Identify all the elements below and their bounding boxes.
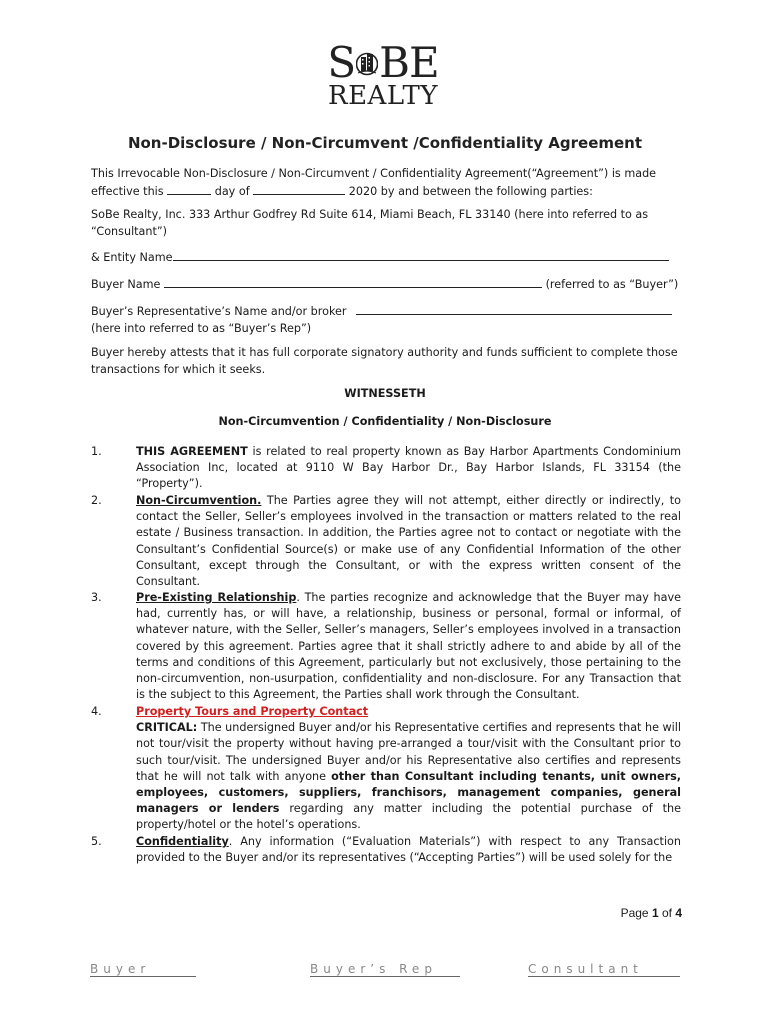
page-number: Page 1 of 4 [620, 906, 682, 920]
day-blank [167, 183, 211, 195]
clause-4: 4. Property Tours and Property Contact CRITICAL: The undersigned Buyer and/or his Representative certifies and represents that he will not tour/visit the property without having pre-arranged a tour/visit with the Consultant prior to such tour/visit. The undersigned Buyer and/or his Representative also certifies and represents that he will not talk with anyone other than Consultant including tenants, unit owners, employees, customers, suppliers, franchisors, management companies, general managers or lenders regarding any matter including the potential purchase of the property/hotel or the hotel’s operations. [91, 705, 682, 832]
logo-realty-text: REALTY [328, 81, 438, 111]
consultant-paragraph: SoBe Realty, Inc. 333 Arthur Godfrey Rd Suite 614, Miami Beach, FL 33140 (here into referred to as “Consultant”) [91, 208, 649, 238]
buyer-rep-signature-line [310, 976, 460, 977]
month-blank [253, 183, 345, 195]
building-icon [356, 49, 378, 79]
clause-3: 3. Pre-Existing Relationship. The parties recognize and acknowledge that the Buyer may have had, currently has, or will have, a relationship, business or personal, formal or informal, of whatever nature, with the Seller, Seller’s managers, Seller’s employees involved in a transaction covered by this agreement. Parties agree that it shall strictly adhere to and abide by all of the terms and conditions of this Agreement, particularly but not exclusively, those pertaining to the non-circumvention, non-usurpation, confidentiality and non-disclosure. For any Transaction that is the subject to this Agreement, the Parties shall work through the Consultant. [91, 591, 681, 702]
consultant-signature-label: Consultant [528, 962, 643, 976]
consultant-signature-line [528, 976, 680, 977]
buyer-signature-line [90, 976, 196, 977]
buyer-name-line [164, 276, 542, 288]
representative-row: Buyer’s Representative’s Name and/or broker (here into referred to as “Buyer’s Rep”) [91, 303, 681, 337]
representative-line [356, 303, 672, 315]
entity-name-row: & Entity Name [91, 249, 681, 267]
intro-paragraph: This Irrevocable Non-Disclosure / Non-Circumvent / Confidentiality Agreement(“Agreement”) is made effective this day of 2020 by and between the following parties: [91, 167, 657, 198]
document-title: Non-Disclosure / Non-Circumvent /Confidentiality Agreement [127, 134, 643, 152]
sobe-realty-logo [318, 38, 448, 116]
section-subheading: Non-Circumvention / Confidentiality / Non-Disclosure [218, 415, 552, 428]
entity-name-line [173, 249, 669, 261]
witnesseth-heading: WITNESSETH [344, 387, 426, 400]
logo-wordmark: S BE [327, 38, 439, 87]
clause-1: 1. THIS AGREEMENT is related to real property known as Bay Harbor Apartments Condominium Association Inc, located at 9110 W Bay Harbor Dr., Bay Harbor Islands, FL 33154 (the “Property”). [91, 445, 682, 491]
clause-2: 2. Non-Circumvention. The Parties agree they will not attempt, either directly or indirectly, to contact the Seller, Seller’s employees involved in the transaction or matters related to the real estate / Business transaction. In addition, the Parties agree not to contact or negotiate with the Consultant’s Confidential Source(s) or make use of any Confidential Information of the other Consultant, except through the Consultant, or with the express written consent of the Consultant. [91, 494, 681, 589]
buyer-name-row: Buyer Name (referred to as “Buyer”) [91, 278, 679, 291]
attestation-paragraph: Buyer hereby attests that it has full corporate signatory authority and funds sufficient to complete those transactions for which it seeks. [91, 346, 678, 376]
buyer-rep-signature-label: Buyer’s Rep [310, 962, 437, 976]
clause-5: 5. Confidentiality. Any information (“Evaluation Materials”) with respect to any Transaction provided to the Buyer and/or its representatives (“Accepting Parties”) will be used solely for the [91, 835, 681, 865]
buyer-signature-label: Buyer [90, 962, 151, 976]
